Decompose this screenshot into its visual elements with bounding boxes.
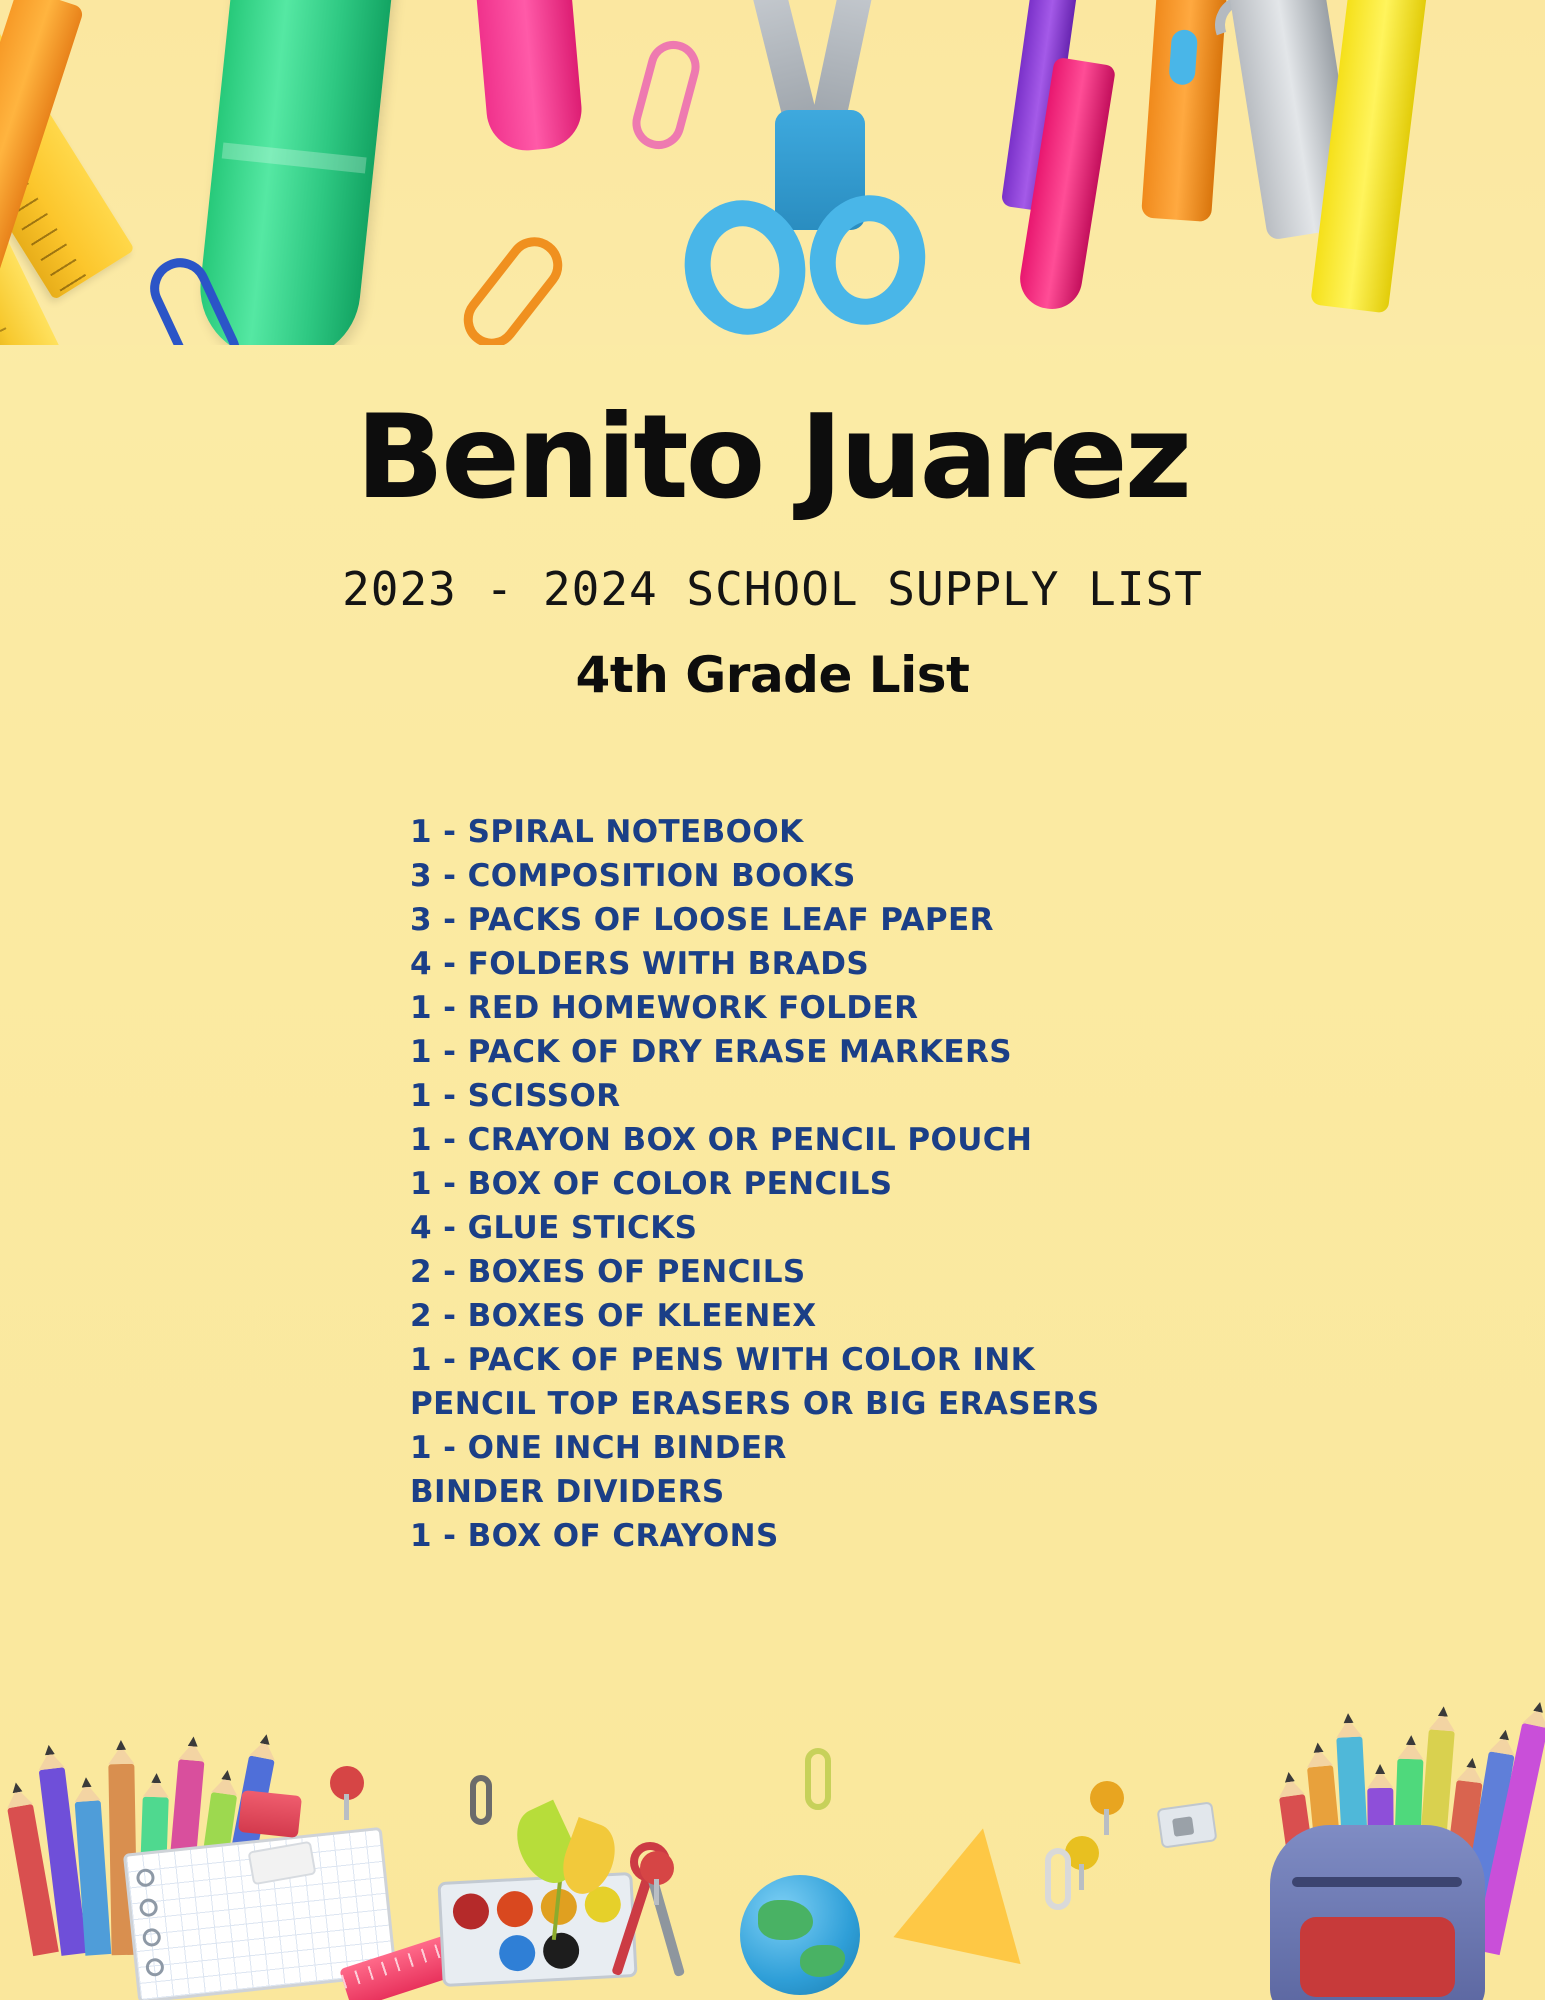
- paint-dot: [495, 1890, 533, 1928]
- supply-list-item: 2 - BOXES OF PENCILS: [410, 1254, 806, 1291]
- supply-list-item: PENCIL TOP ERASERS OR BIG ERASERS: [410, 1386, 1100, 1423]
- eraser-icon: [238, 1790, 302, 1838]
- supply-list-item: 3 - PACKS OF LOOSE LEAF PAPER: [410, 902, 994, 939]
- pushpin-icon: [1090, 1781, 1124, 1815]
- supply-list-item: 1 - PACK OF DRY ERASE MARKERS: [410, 1034, 1012, 1071]
- pink-marker-icon: [470, 0, 585, 154]
- supply-list-item: 4 - GLUE STICKS: [410, 1210, 698, 1247]
- supply-list-item: 1 - SCISSOR: [410, 1078, 621, 1115]
- supply-list: [410, 810, 1240, 1558]
- supply-list-item: 1 - RED HOMEWORK FOLDER: [410, 990, 919, 1027]
- paint-dot: [452, 1892, 490, 1930]
- paperclip-icon: [1045, 1848, 1071, 1910]
- paint-set-icon: [437, 1872, 637, 1987]
- supply-list-item: 1 - BOX OF COLOR PENCILS: [410, 1166, 893, 1203]
- page-title: Benito Juarez: [355, 390, 1190, 525]
- compass-icon: [645, 1869, 685, 1977]
- globe-icon: [740, 1875, 860, 1995]
- bottom-decoration-band: [0, 1655, 1545, 2000]
- backpack-icon: [1270, 1825, 1485, 2000]
- supply-list-item: 1 - ONE INCH BINDER: [410, 1430, 787, 1467]
- green-marker-icon: [193, 0, 396, 345]
- page-subtitle: 2023 - 2024 SCHOOL SUPPLY LIST: [342, 562, 1203, 616]
- supply-list-item: BINDER DIVIDERS: [410, 1474, 725, 1511]
- pink-paperclip-icon: [627, 35, 706, 155]
- grade-title: 4th Grade List: [575, 646, 970, 704]
- supply-list-item: 1 - SPIRAL NOTEBOOK: [410, 814, 804, 850]
- supply-list-item: 1 - BOX OF CRAYONS: [410, 1518, 779, 1555]
- triangle-ruler-icon: [893, 1815, 1046, 1964]
- supply-list-item: 1 - PACK OF PENS WITH COLOR INK: [410, 1342, 1036, 1379]
- supply-list-item: 2 - BOXES OF KLEENEX: [410, 1298, 817, 1335]
- orange-paperclip-icon: [452, 226, 573, 345]
- paint-dot: [498, 1934, 536, 1972]
- top-decoration-band: [0, 0, 1545, 345]
- pushpin-icon: [330, 1766, 364, 1800]
- pushpin-icon: [640, 1851, 674, 1885]
- supply-list-item: 3 - COMPOSITION BOOKS: [410, 858, 856, 895]
- sharpener-icon: [1156, 1801, 1217, 1848]
- paperclip-icon: [470, 1775, 492, 1825]
- supply-list-item: 4 - FOLDERS WITH BRADS: [410, 946, 870, 983]
- paperclip-icon: [805, 1748, 831, 1810]
- header-block: [0, 390, 1545, 704]
- supply-list-item: 1 - CRAYON BOX OR PENCIL POUCH: [410, 1122, 1033, 1159]
- paint-dot: [542, 1931, 580, 1969]
